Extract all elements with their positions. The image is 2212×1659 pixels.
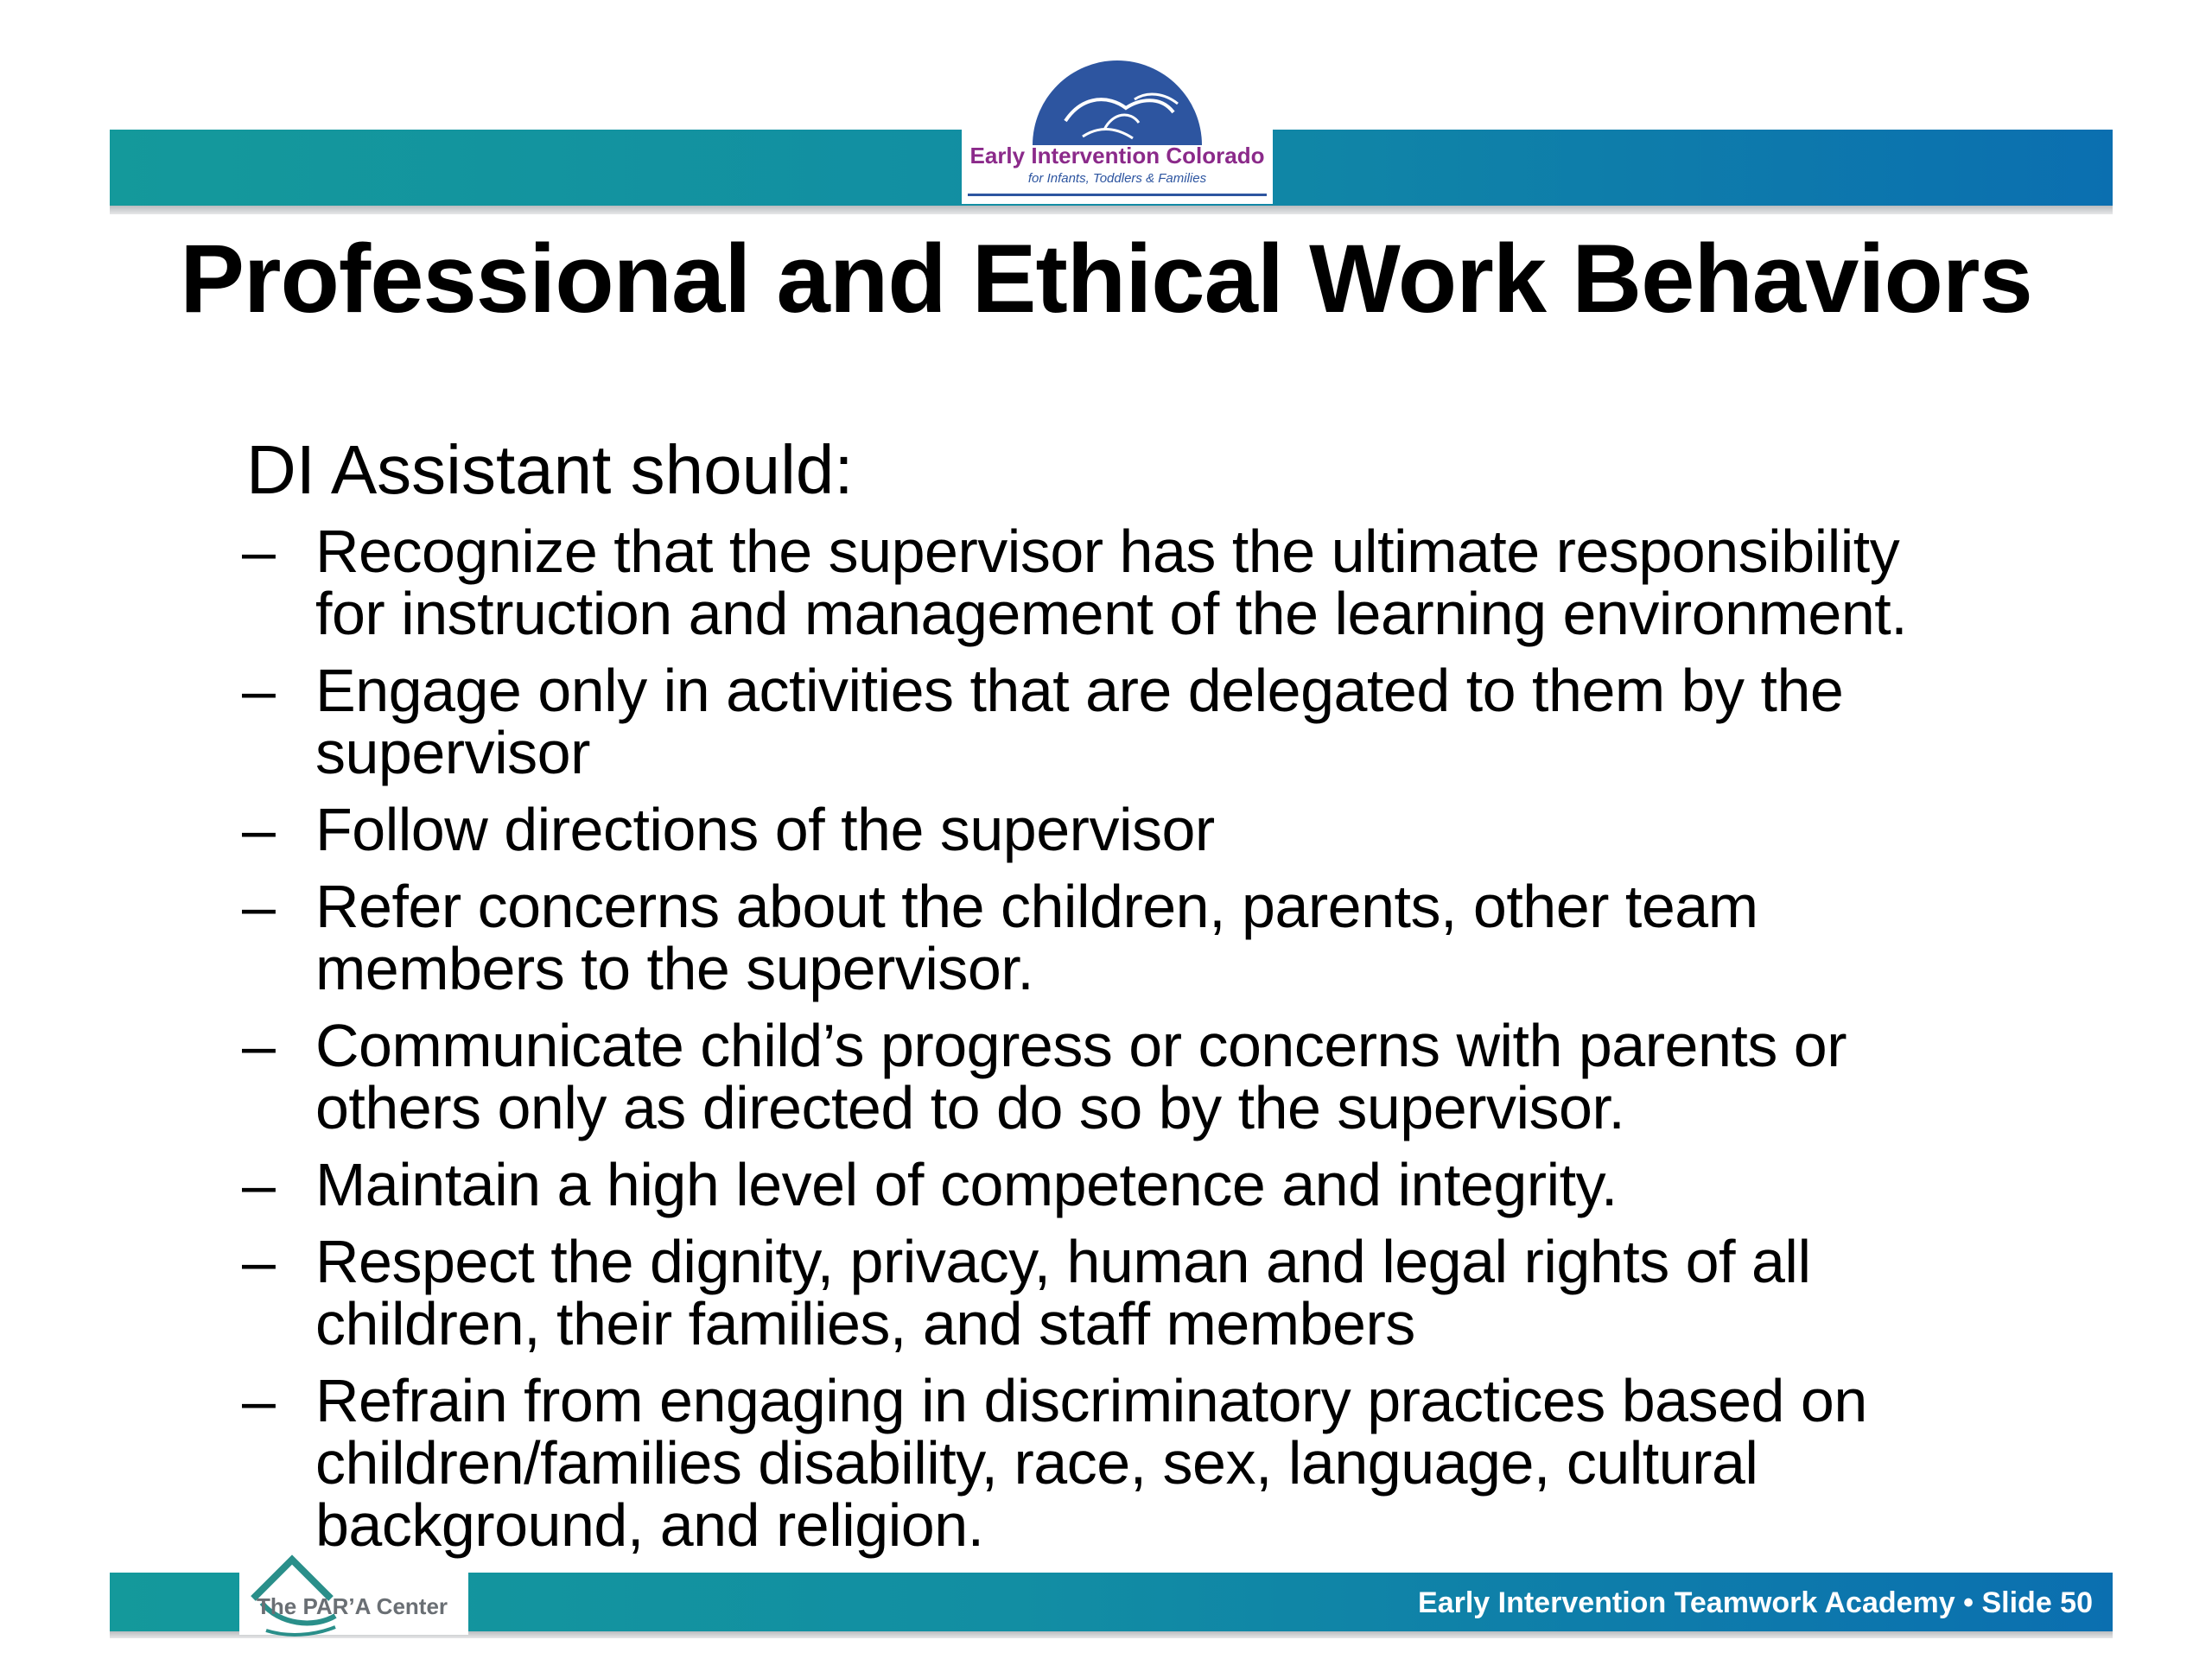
bullet-list bbox=[242, 520, 2143, 1571]
list-item-text: Respect the dignity, privacy, human and legal rights of all children, their families, and staff members bbox=[315, 1228, 1811, 1357]
dash-marker: – bbox=[242, 1151, 276, 1218]
list-item bbox=[242, 1230, 2143, 1355]
list-item bbox=[242, 798, 2143, 861]
dash-marker: – bbox=[242, 1228, 276, 1295]
list-item-text: Follow directions of the supervisor bbox=[315, 796, 1215, 863]
para-center-logo-text: The PAR’A Center bbox=[257, 1593, 448, 1619]
list-item-text: Communicate child’s progress or concerns with parents or others only as directed to do so by the supervisor. bbox=[315, 1012, 1847, 1141]
dash-marker: – bbox=[242, 1012, 276, 1079]
slide-footer-label: Early Intervention Teamwork Academy • Slide 50 bbox=[1418, 1586, 2093, 1619]
list-item bbox=[242, 1151, 2143, 1218]
intro-text: DI Assistant should: bbox=[246, 431, 854, 508]
dash-marker: – bbox=[242, 657, 276, 724]
list-item bbox=[242, 659, 2143, 784]
list-item bbox=[242, 1367, 2143, 1559]
slide-title: Professional and Ethical Work Behaviors bbox=[180, 225, 2032, 333]
list-item bbox=[242, 520, 2143, 645]
list-item-text: Engage only in activities that are delegated to them by the supervisor bbox=[315, 657, 1844, 786]
list-item bbox=[242, 1014, 2143, 1139]
list-item-text: Recognize that the supervisor has the ultimate responsibility for instruction and management of the learning environment. bbox=[315, 518, 1908, 647]
dash-marker: – bbox=[242, 796, 276, 863]
list-item-text: Maintain a high level of competence and integrity. bbox=[315, 1151, 1618, 1218]
dash-marker: – bbox=[242, 1367, 276, 1434]
list-item-text: Refrain from engaging in discriminatory practices based on children/families disability, race, sex, language, cultural background, and religion. bbox=[315, 1367, 1867, 1559]
dash-marker: – bbox=[242, 873, 276, 940]
list-item-text: Refer concerns about the children, parents, other team members to the supervisor. bbox=[315, 873, 1758, 1002]
dash-marker: – bbox=[242, 518, 276, 585]
logo-divider bbox=[968, 194, 1267, 196]
list-item bbox=[242, 875, 2143, 1000]
logo-subtitle: for Infants, Toddlers & Families bbox=[1027, 171, 1207, 186]
logo-title: Early Intervention Colorado bbox=[969, 143, 1265, 168]
